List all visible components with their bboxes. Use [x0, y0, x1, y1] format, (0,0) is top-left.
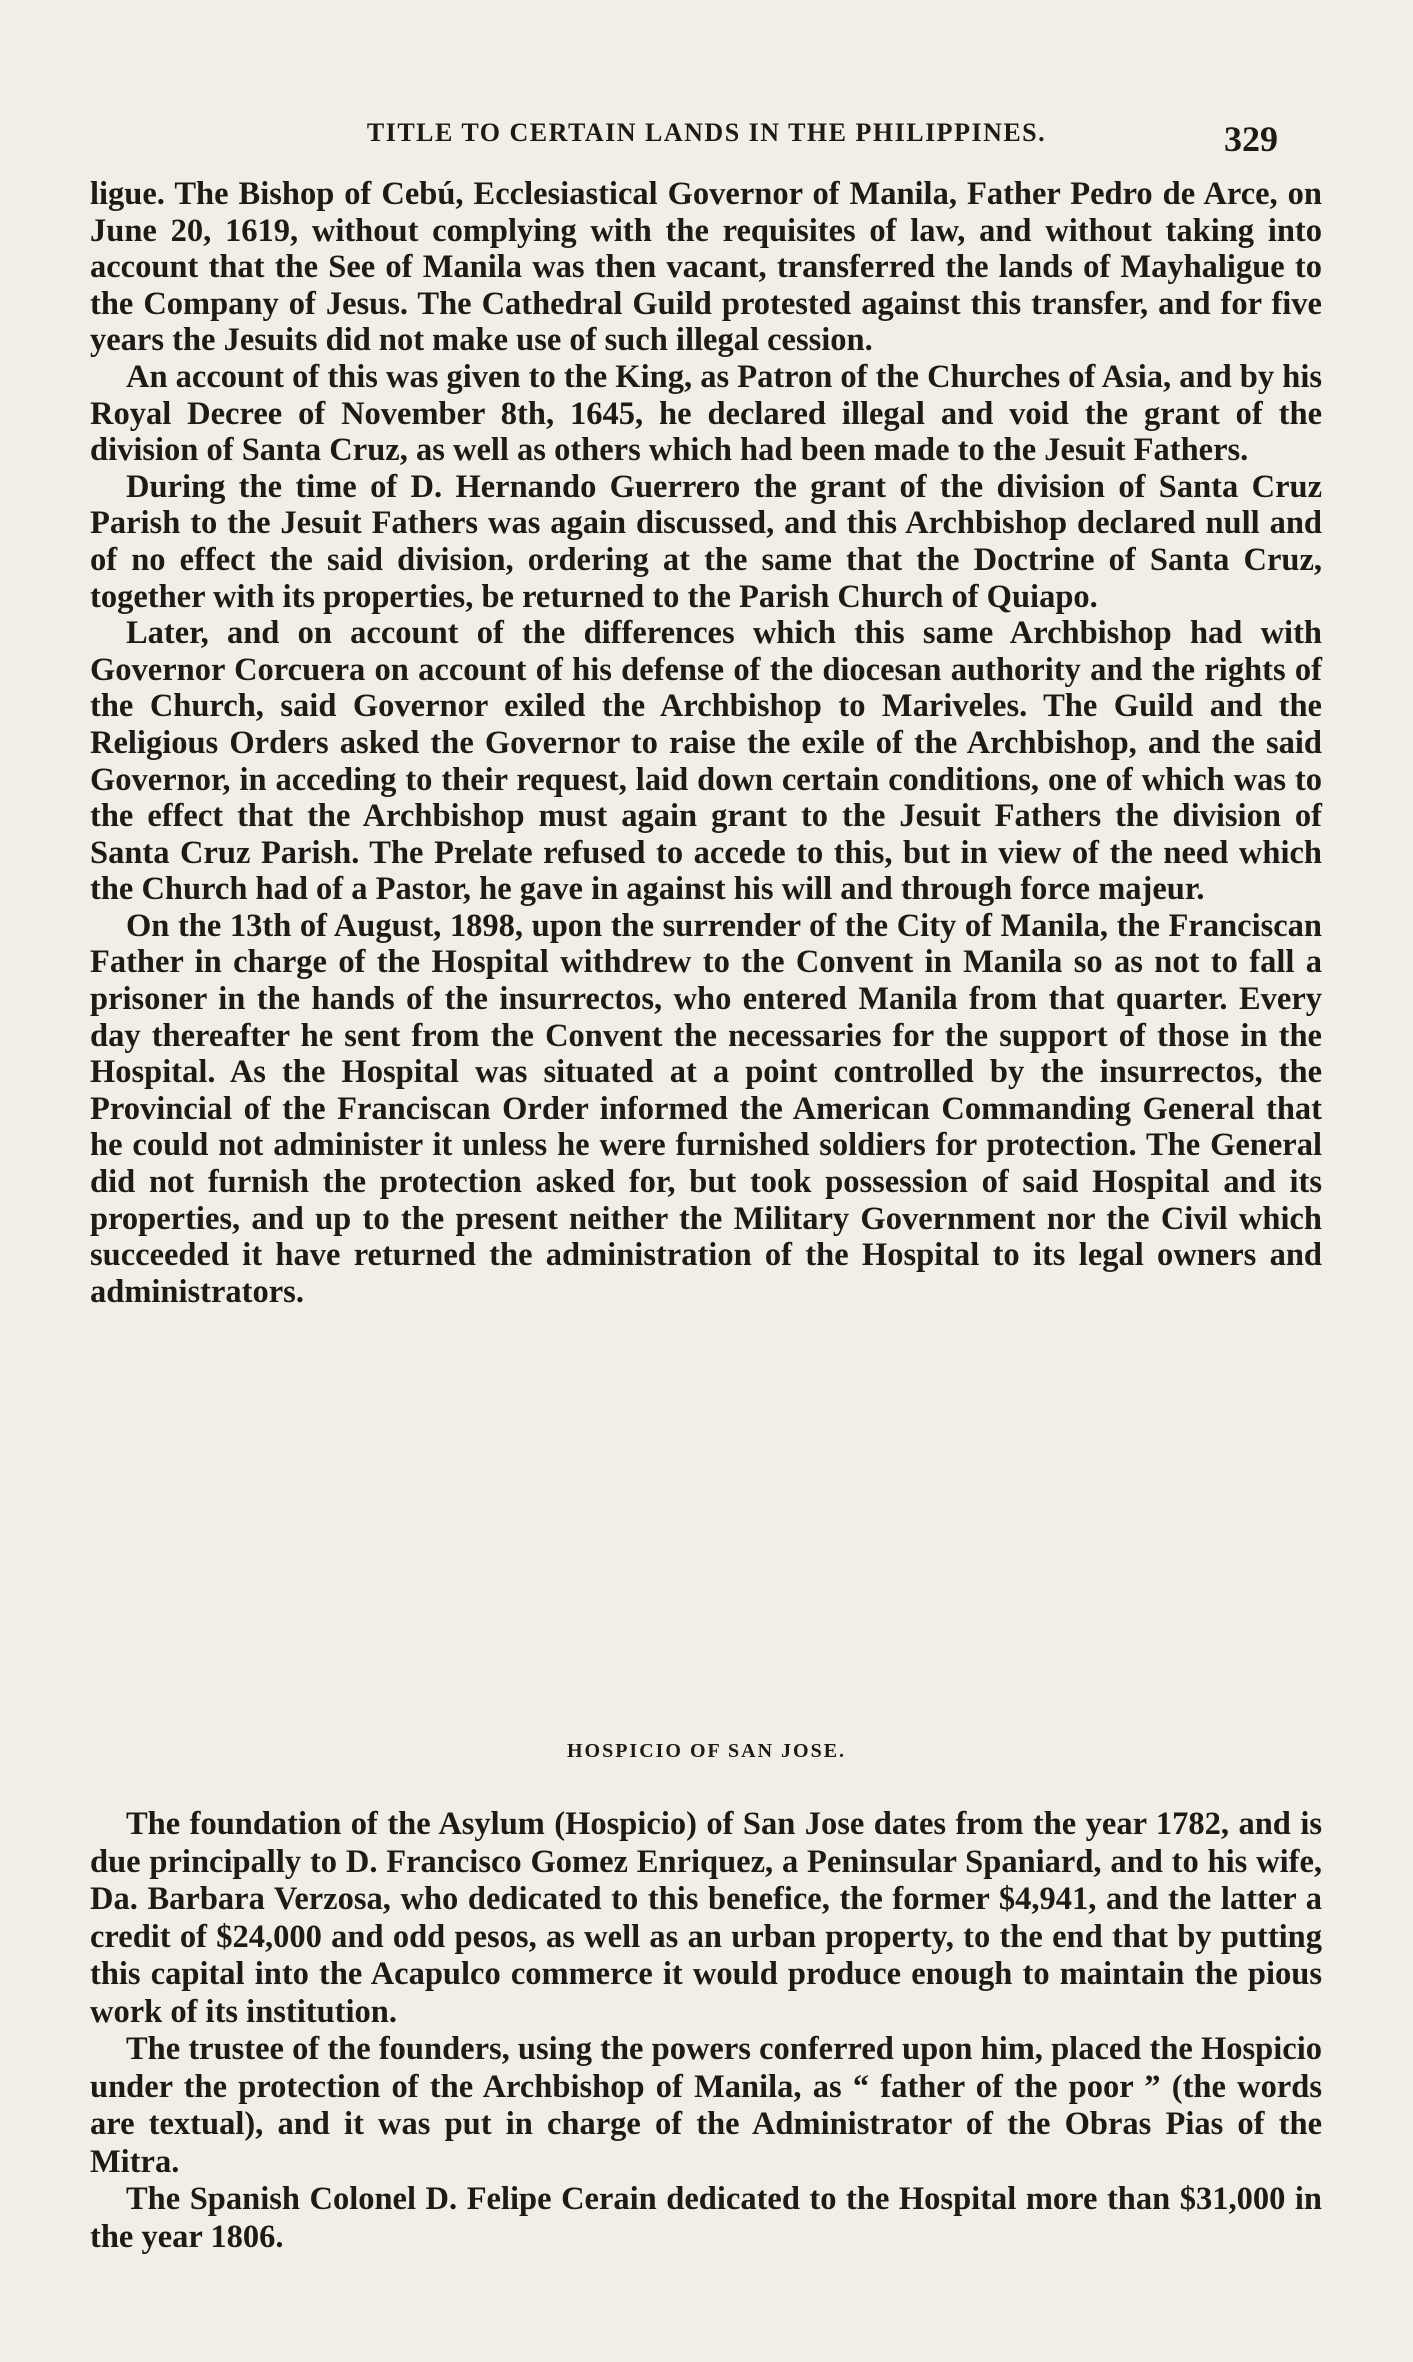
- paragraph: The Spanish Colonel D. Felipe Cerain dedicated to the Hospital more than $31,000 in the year 1806.: [90, 2181, 1322, 2255]
- page-number: 329: [1224, 119, 1278, 159]
- paragraph: The foundation of the Asylum (Hospicio) of San Jose dates from the year 1782, and is due principally to D. Francisco Gomez Enriquez, a Peninsular Spaniard, and to his wife, Da. Barbara Verzosa, who dedicated to this benefice, the former $4,941, and the latter a credit of $24,000 and odd pesos, as well as an urban property, to the end that by putting this capital into the Acapulco commerce it would produce enough to maintain the pious work of its institution.: [90, 1806, 1322, 2030]
- paragraph: On the 13th of August, 1898, upon the surrender of the City of Manila, the Franciscan Father in charge of the Hospital withdrew to the Convent in Manila so as not to fall a prisoner in the hands of the insurrectos, who entered Manila from that quarter. Every day thereafter he sent from the Convent the necessaries for the support of those in the Hospital. As the Hospital was situated at a point controlled by the insurrectos, the Provincial of the Franciscan Order informed the American Commanding General that he could not administer it unless he were furnished soldiers for protection. The General did not furnish the protection asked for, but took possession of said Hospital and its properties, and up to the present neither the Military Government nor the Civil which succeeded it have returned the administration of the Hospital to its legal owners and administrators.: [90, 907, 1322, 1310]
- paragraph: During the time of D. Hernando Guerrero the grant of the division of Santa Cruz Parish to the Jesuit Fathers was again discussed, and this Archbishop declared null and of no effect the said division, ordering at the same that the Doctrine of Santa Cruz, together with its properties, be returned to the Parish Church of Quiapo.: [90, 468, 1322, 615]
- paragraph: ligue. The Bishop of Cebú, Ecclesiastical Governor of Manila, Father Pedro de Arce, on June 20, 1619, without complying with the requisites of law, and without taking into account that the See of Manila was then vacant, transferred the lands of Mayhaligue to the Company of Jesus. The Cathedral Guild protested against this transfer, and for five years the Jesuits did not make use of such illegal cession.: [90, 176, 1322, 359]
- body-text: [90, 176, 1322, 1310]
- running-title: TITLE TO CERTAIN LANDS IN THE PHILIPPINES.: [366, 118, 1047, 147]
- section-heading: HOSPICIO OF SAN JOSE.: [566, 1740, 847, 1762]
- running-head: [60, 118, 1353, 168]
- paragraph: An account of this was given to the King, as Patron of the Churches of Asia, and by his Royal Decree of November 8th, 1645, he declared illegal and void the grant of the division of Santa Cruz, as well as others which had been made to the Jesuit Fathers.: [90, 358, 1323, 469]
- paragraph: Later, and on account of the differences which this same Archbishop had with Governor Corcuera on account of his defense of the diocesan authority and the rights of the Church, said Governor exiled the Archbishop to Mariveles. The Guild and the Religious Orders asked the Governor to raise the exile of the Archbishop, and the said Governor, in acceding to their request, laid down certain conditions, one of which was to the effect that the Archbishop must again grant to the Jesuit Fathers the division of Santa Cruz Parish. The Prelate refused to accede to this, but in view of the need which the Church had of a Pastor, he gave in against his will and through force majeur.: [90, 615, 1322, 908]
- paragraph: The trustee of the founders, using the powers conferred upon him, placed the Hospicio under the protection of the Archbishop of Manila, as “ father of the poor ” (the words are textual), and it was put in charge of the Administrator of the Obras Pias of the Mitra.: [90, 2031, 1322, 2180]
- section-body-text: [90, 1806, 1322, 2256]
